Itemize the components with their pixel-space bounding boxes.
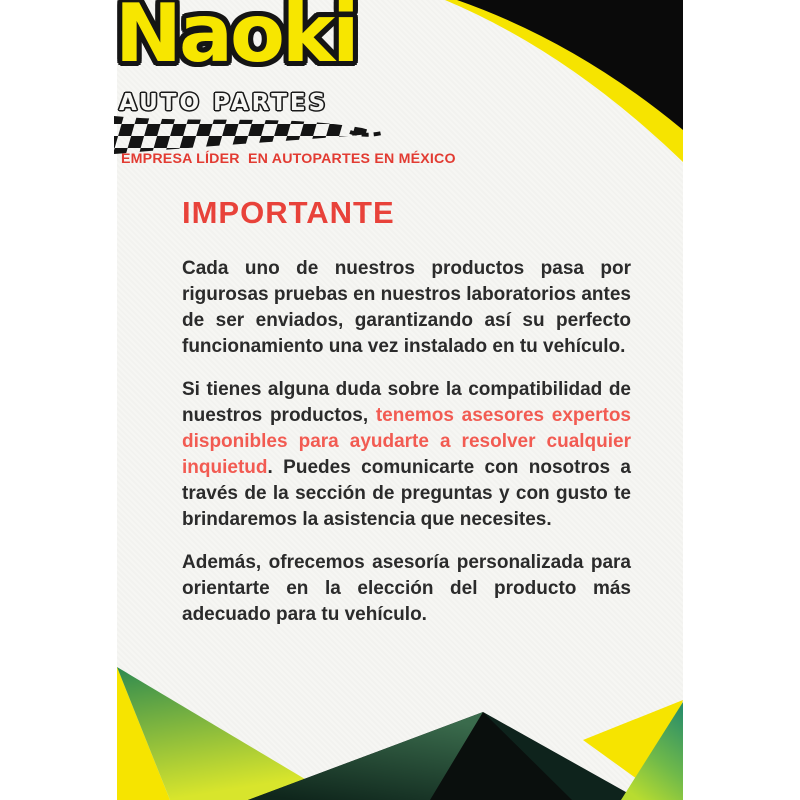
- brand-tagline: EMPRESA LÍDER EN AUTOPARTES EN MÉXICO: [121, 151, 456, 167]
- body-text-column: [182, 196, 631, 645]
- product-card: [117, 0, 683, 800]
- paragraph-advice: Además, ofrecemos asesoría personalizada para orientarte en la elección del producto más adecuado para tu vehículo.: [182, 552, 631, 625]
- checkered-flag-icon: [112, 112, 384, 156]
- brand-logo-subtext: AUTO PARTES: [119, 90, 329, 116]
- bottom-decoration: [117, 650, 683, 800]
- paragraph-support-before: Si tienes alguna duda sobre la compatibilidad de nuestros productos,: [182, 379, 631, 426]
- support-highlight: tenemos asesores expertos disponibles para ayudarte a resolver cualquier inquietud: [182, 405, 631, 478]
- paragraph-quality: Cada uno de nuestros productos pasa por rigurosas pruebas en nuestros laboratorios antes de ser enviados, garantizando así su perfecto funcionamiento una vez instalado en tu vehículo.: [182, 258, 631, 357]
- brand-logo: Naoki: [115, 0, 357, 80]
- paragraph-support: [182, 377, 631, 533]
- paragraph-support-after: . Puedes comunicarte con nosotros a través de la sección de preguntas y con gusto te brindaremos la asistencia que necesites.: [182, 457, 631, 530]
- important-heading: IMPORTANTE: [182, 195, 395, 230]
